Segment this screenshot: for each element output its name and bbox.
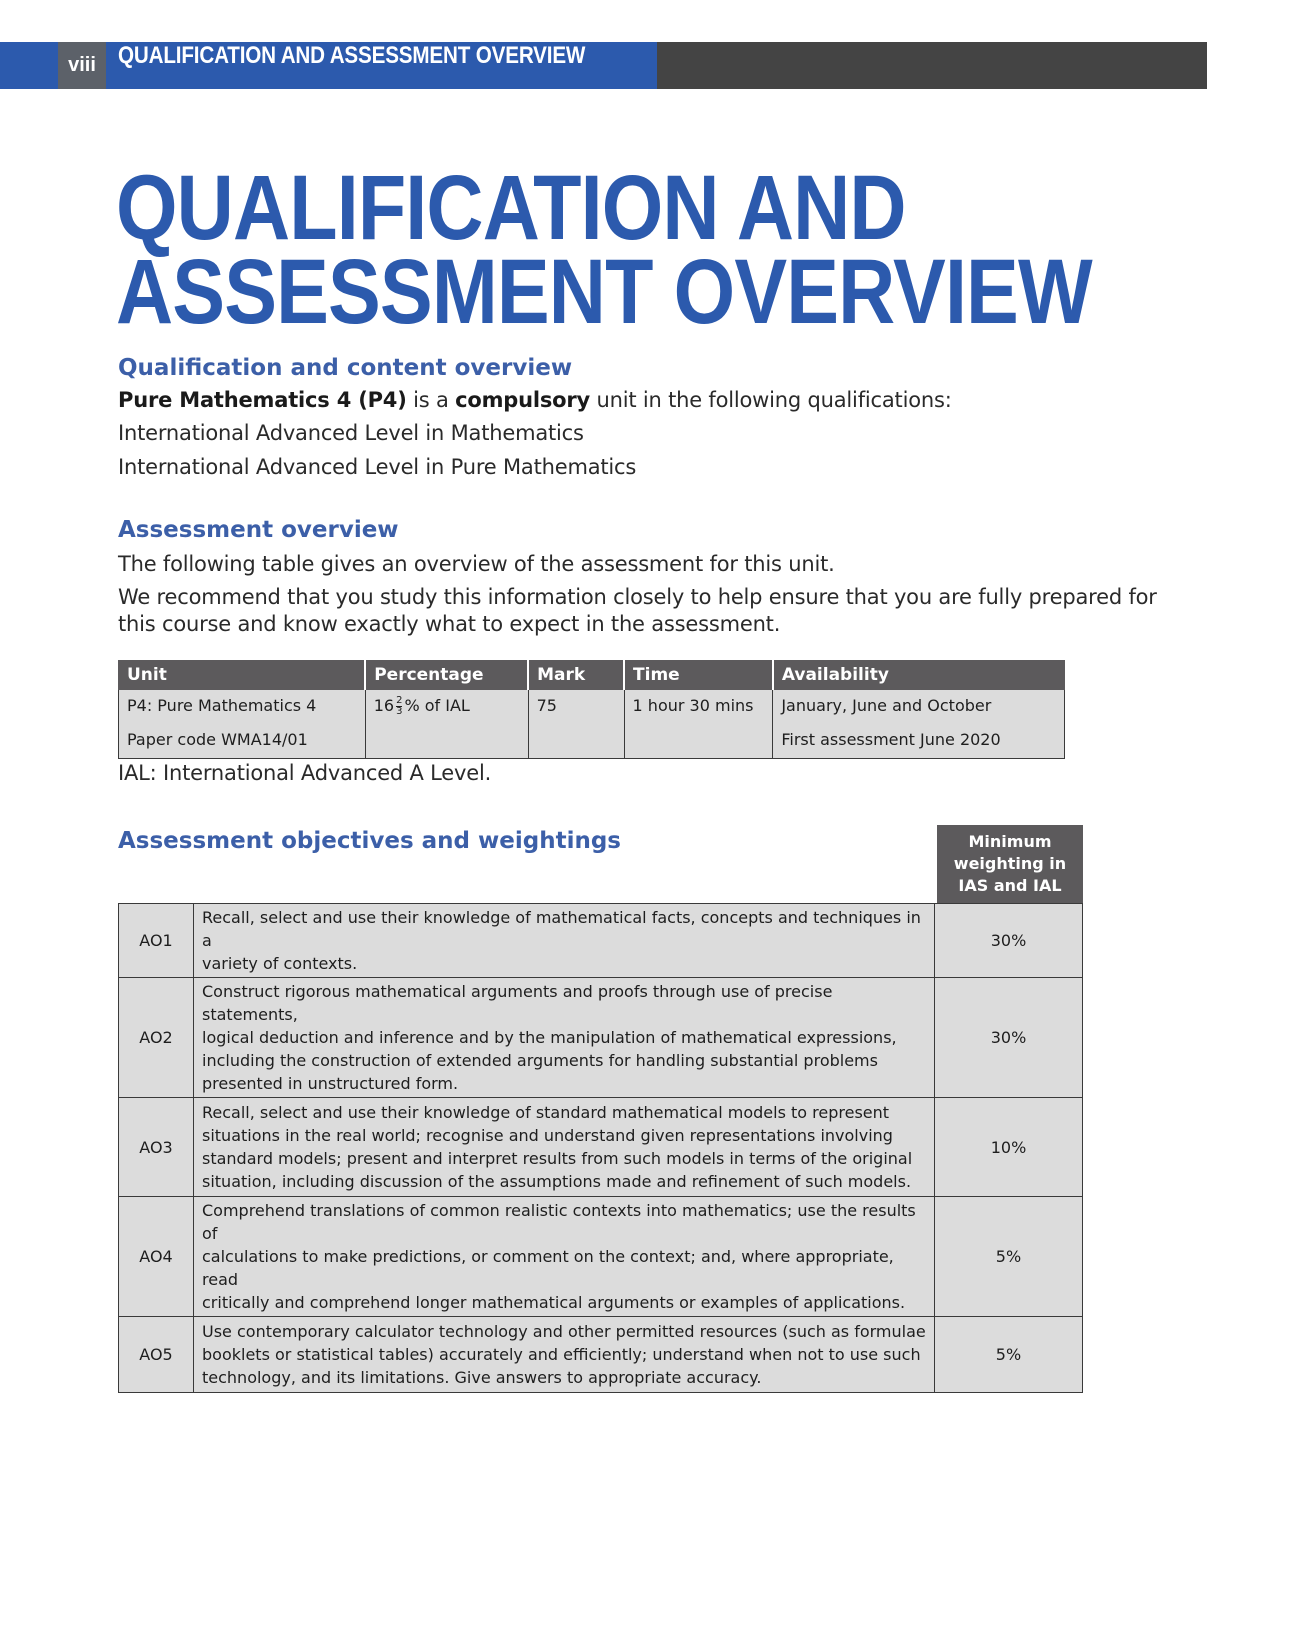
- description-line: logical deduction and inference and by the manipulation of mathematical expressions,: [202, 1028, 897, 1047]
- qualification-intro: [118, 388, 952, 412]
- column-header: Unit: [119, 660, 366, 690]
- mark-cell: 75: [528, 690, 624, 726]
- empty-cell: [624, 726, 773, 759]
- paper-code-cell: Paper code WMA14/01: [119, 726, 366, 759]
- objective-code: AO4: [119, 1197, 194, 1317]
- description-line: critically and comprehend longer mathematical arguments or examples of applications.: [202, 1293, 906, 1312]
- objectives-heading: Assessment objectives and weightings: [118, 828, 621, 854]
- objective-weight: 5%: [935, 1317, 1083, 1393]
- description-line: calculations to make predictions, or comment on the context; and, where appropriate, read: [202, 1247, 894, 1289]
- objective-code: AO1: [119, 904, 194, 978]
- qualification-item: International Advanced Level in Mathematics: [118, 421, 584, 445]
- objective-description: [194, 1197, 935, 1317]
- objective-code: AO3: [119, 1098, 194, 1197]
- page-title-line-1: QUALIFICATION AND: [116, 157, 906, 259]
- percentage-suffix: % of IAL: [404, 696, 470, 715]
- description-line: including the construction of extended arguments for handling substantial problems: [202, 1051, 878, 1070]
- objective-weight: 30%: [935, 904, 1083, 978]
- description-line: Construct rigorous mathematical arguments and proofs through use of precise statements,: [202, 982, 833, 1024]
- weighting-header-line: Minimum: [968, 832, 1052, 851]
- weighting-header-line: IAS and IAL: [958, 876, 1062, 895]
- compulsory-label: compulsory: [455, 388, 591, 412]
- description-line: situations in the real world; recognise and understand given representations involving: [202, 1126, 893, 1145]
- description-line: standard models; present and interpret results from such models in terms of the original: [202, 1149, 913, 1168]
- description-line: Comprehend translations of common realistic contexts into mathematics; use the results of: [202, 1201, 916, 1243]
- availability-cell: January, June and October: [773, 690, 1065, 726]
- unit-name: Pure Mathematics 4 (P4): [118, 388, 407, 412]
- objectives-table: [118, 903, 1083, 1393]
- objective-weight: 10%: [935, 1098, 1083, 1197]
- objective-row: [119, 978, 1083, 1098]
- objective-row: [119, 1197, 1083, 1317]
- column-header: Mark: [528, 660, 624, 690]
- running-title: QUALIFICATION AND ASSESSMENT OVERVIEW: [118, 42, 586, 69]
- page-title: [116, 157, 1092, 343]
- assessment-heading: Assessment overview: [118, 517, 399, 543]
- objective-code: AO5: [119, 1317, 194, 1393]
- column-header: Time: [624, 660, 773, 690]
- intro-end: unit in the following qualifications:: [590, 388, 952, 412]
- table-row: [119, 726, 1065, 759]
- table-footnote: IAL: International Advanced A Level.: [118, 761, 492, 785]
- running-header: [0, 42, 1207, 89]
- description-line: Use contemporary calculator technology and other permitted resources (such as formulae: [202, 1322, 926, 1341]
- percentage-whole: 16: [373, 696, 395, 715]
- intro-mid: is a: [406, 388, 456, 412]
- weighting-header-line: weighting in: [953, 854, 1067, 873]
- empty-cell: [528, 726, 624, 759]
- fraction-numerator: 2: [396, 695, 403, 706]
- column-header: Availability: [773, 660, 1065, 690]
- assessment-table: [118, 660, 1065, 759]
- assessment-para-2-line-2: this course and know exactly what to expect in the assessment.: [118, 612, 781, 636]
- objective-code: AO2: [119, 978, 194, 1098]
- column-header: Percentage: [365, 660, 528, 690]
- description-line: booklets or statistical tables) accurately and efficiently; understand when not to use such: [202, 1345, 921, 1364]
- objective-row: [119, 904, 1083, 978]
- table-header-row: [119, 660, 1065, 690]
- objective-description: [194, 1098, 935, 1197]
- percentage-fraction: [396, 696, 402, 717]
- objective-row: [119, 1098, 1083, 1197]
- weighting-header: [937, 825, 1083, 903]
- fraction-denominator: 3: [396, 706, 403, 717]
- table-row: [119, 690, 1065, 726]
- objective-row: [119, 1317, 1083, 1393]
- objective-description: [194, 904, 935, 978]
- description-line: presented in unstructured form.: [202, 1074, 459, 1093]
- first-assessment-cell: First assessment June 2020: [773, 726, 1065, 759]
- time-cell: 1 hour 30 mins: [624, 690, 773, 726]
- assessment-para-2-line-1: We recommend that you study this information closely to help ensure that you are fully prepared for: [118, 585, 1157, 609]
- percentage-cell: [365, 690, 528, 726]
- description-line: situation, including discussion of the assumptions made and refinement of such models.: [202, 1172, 912, 1191]
- description-line: Recall, select and use their knowledge of mathematical facts, concepts and techniques in a: [202, 908, 921, 950]
- objective-description: [194, 1317, 935, 1393]
- empty-cell: [365, 726, 528, 759]
- description-line: technology, and its limitations. Give answers to appropriate accuracy.: [202, 1368, 762, 1387]
- objective-description: [194, 978, 935, 1098]
- page-number: viii: [58, 42, 106, 89]
- description-line: variety of contexts.: [202, 954, 358, 973]
- objective-weight: 30%: [935, 978, 1083, 1098]
- assessment-para-1: The following table gives an overview of the assessment for this unit.: [118, 552, 835, 576]
- qualification-item: International Advanced Level in Pure Mathematics: [118, 455, 637, 479]
- unit-cell: P4: Pure Mathematics 4: [119, 690, 366, 726]
- description-line: Recall, select and use their knowledge of standard mathematical models to represent: [202, 1103, 890, 1122]
- qualification-heading: Qualification and content overview: [118, 355, 573, 381]
- page-title-line-2: ASSESSMENT OVERVIEW: [116, 241, 1092, 343]
- objective-weight: 5%: [935, 1197, 1083, 1317]
